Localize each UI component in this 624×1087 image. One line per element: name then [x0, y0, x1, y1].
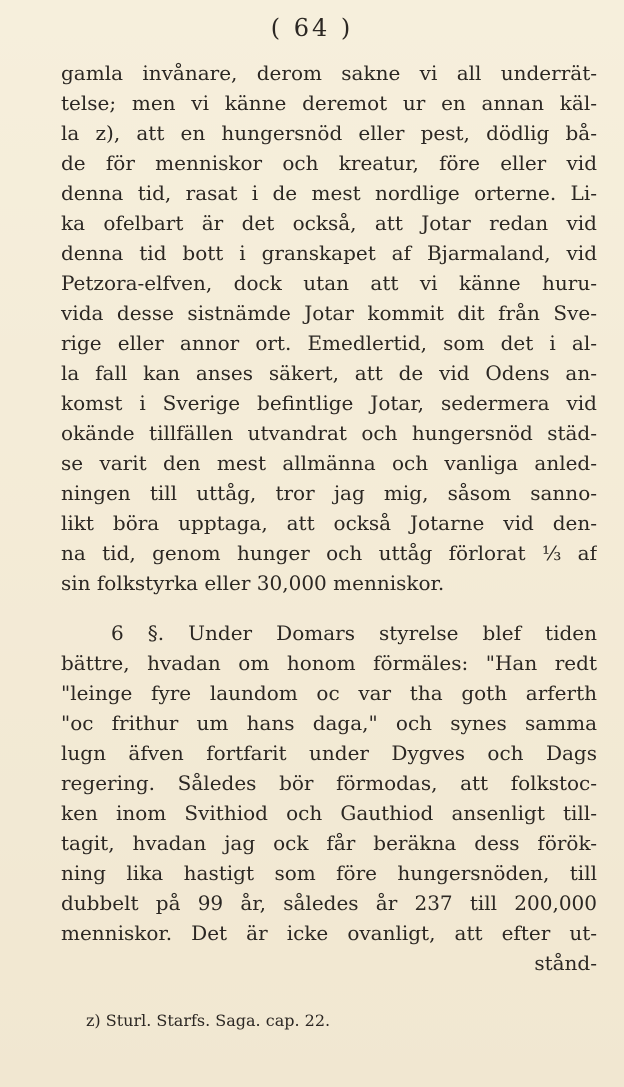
text-line-7: denna tid bott i granskapet af Bjarmaland, vid — [61, 241, 597, 265]
text-line-2: telse; men vi känne deremot ur en annan käl- — [61, 91, 597, 115]
page-number: ( 64 ) — [270, 14, 354, 42]
text-line-4: de för menniskor och kreatur, före eller vid — [61, 151, 597, 175]
text-line-10: rige eller annor ort. Emedlertid, som det i al- — [61, 331, 597, 355]
text-line-18: sin folkstyrka eller 30,000 menniskor. — [61, 571, 445, 595]
text-line-28: dubbelt på 99 år, således år 237 till 200,000 — [61, 891, 597, 915]
text-line-16: likt böra upptaga, att också Jotarne vid den- — [61, 511, 597, 535]
text-line-21: "leinge fyre laundom oc var tha goth arferth — [61, 681, 597, 705]
text-line-23: lugn äfven fortfarit under Dygves och Dags — [61, 741, 597, 765]
text-line-22: "oc frithur um hans daga," och synes samma — [61, 711, 597, 735]
section-heading-line: 6 §. Under Domars styrelse blef tiden — [111, 621, 597, 645]
text-line-26: tagit, hvadan jag ock får beräkna dess förök- — [61, 831, 597, 855]
text-line-5: denna tid, rasat i de mest nordlige orterne. Li- — [61, 181, 597, 205]
text-line-25: ken inom Svithiod och Gauthiod ansenligt till- — [61, 801, 597, 825]
text-line-15: ningen till uttåg, tror jag mig, såsom sanno- — [61, 481, 597, 505]
footnote: z) Sturl. Starfs. Saga. cap. 22. — [86, 1011, 331, 1030]
catchword: stånd- — [534, 951, 597, 975]
text-line-14: se varit den mest allmänna och vanliga anled- — [61, 451, 597, 475]
text-line-11: la fall kan anses säkert, att de vid Odens an- — [61, 361, 597, 385]
text-line-20: bättre, hvadan om honom förmäles: "Han redt — [61, 651, 597, 675]
text-line-29: menniskor. Det är icke ovanligt, att efter ut- — [61, 921, 597, 945]
text-line-24: regering. Således bör förmodas, att folkstoc- — [61, 771, 597, 795]
text-line-8: Petzora-elfven, dock utan att vi känne huru- — [61, 271, 597, 295]
text-line-12: komst i Sverige befintlige Jotar, sedermera vid — [61, 391, 597, 415]
text-line-3: la z), att en hungersnöd eller pest, dödlig bå- — [61, 121, 597, 145]
text-line-6: ka ofelbart är det också, att Jotar redan vid — [61, 211, 597, 235]
text-line-27: ning lika hastigt som före hungersnöden, till — [61, 861, 597, 885]
text-line-17: na tid, genom hunger och uttåg förlorat ⅓ af — [61, 541, 597, 565]
text-line-1: gamla invånare, derom sakne vi all underrät- — [61, 61, 597, 85]
text-line-13: okände tillfällen utvandrat och hungersnöd städ- — [61, 421, 597, 445]
text-line-9: vida desse sistnämde Jotar kommit dit från Sve- — [61, 301, 597, 325]
